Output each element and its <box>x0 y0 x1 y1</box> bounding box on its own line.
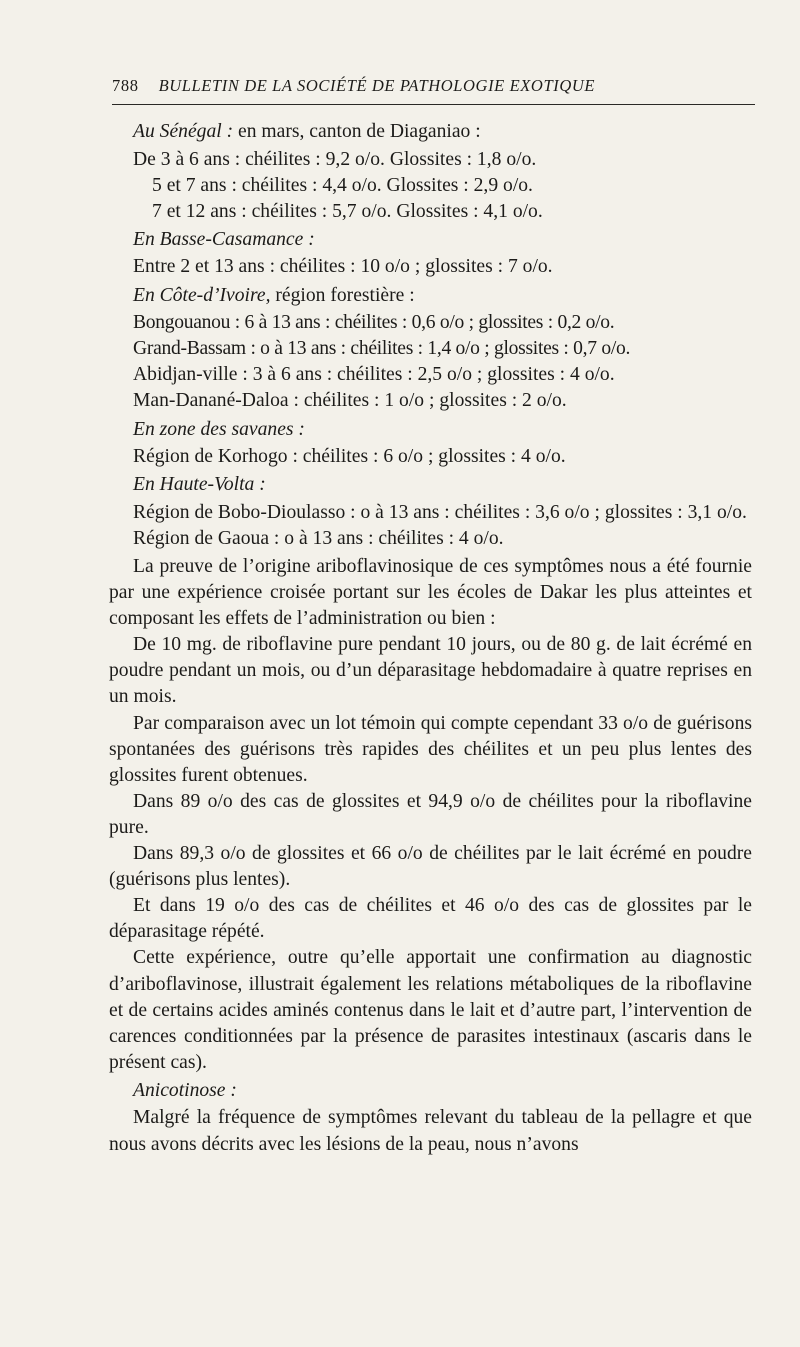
data-line: Région de Gaoua : o à 13 ans : chéilites : 4 o/o. <box>133 527 504 549</box>
article-body <box>109 119 752 1158</box>
section-heading-casamance: En Basse-Casamance : <box>133 228 315 250</box>
data-line: Entre 2 et 13 ans : chéilites : 10 o/o ; glossites : 7 o/o. <box>133 256 553 278</box>
data-line: Abidjan-ville : 3 à 6 ans : chéilites : 2,5 o/o ; glossites : 4 o/o. <box>133 364 615 386</box>
data-line: 7 et 12 ans : chéilites : 5,7 o/o. Glossites : 4,1 o/o. <box>152 200 543 222</box>
paragraph: Et dans 19 o/o des cas de chéilites et 46 o/o des cas de glossites par le déparasitage répété. <box>109 895 752 943</box>
paragraph: Malgré la fréquence de symptômes relevant du tableau de la pellagre et que nous avons décrits avec les lésions de la peau, nous n’avons <box>109 1107 752 1155</box>
section-heading-senegal: Au Sénégal : en mars, canton de Diaganiao : <box>133 121 481 142</box>
paragraph: De 10 mg. de riboflavine pure pendant 10 jours, ou de 80 g. de lait écrémé en poudre pendant un mois, ou d’un déparasitage hebdomadaire à quatre reprises en un mois. <box>109 634 752 708</box>
data-line: Bongouanou : 6 à 13 ans : chéilites : 0,6 o/o ; glossites : 0,2 o/o. <box>133 312 615 334</box>
header-rule <box>112 104 755 105</box>
section-heading-cote-ivoire: En Côte-d’Ivoire, région forestière : <box>133 284 415 306</box>
paragraph: Cette expérience, outre qu’elle apportait une confirmation au diagnostic d’ariboflavinose, illustrait également les relations métaboliques de la riboflavine et de certains acides aminés contenus dans le lait et d’autre part, l’intervention de carences conditionnées par la présence de parasites intestinaux (ascaris dans le présent cas). <box>109 947 752 1073</box>
section-heading-anicotinose: Anicotinose : <box>133 1079 237 1101</box>
data-line: 5 et 7 ans : chéilites : 4,4 o/o. Glossites : 2,9 o/o. <box>152 174 533 196</box>
section-heading-haute-volta: En Haute-Volta : <box>133 474 266 496</box>
page-header <box>112 76 754 96</box>
section-heading-savanes: En zone des savanes : <box>133 418 305 440</box>
data-line: Région de Korhogo : chéilites : 6 o/o ; glossites : 4 o/o. <box>133 446 566 468</box>
data-line: De 3 à 6 ans : chéilites : 9,2 o/o. Glossites : 1,8 o/o. <box>133 148 537 170</box>
paragraph: Par comparaison avec un lot témoin qui compte cependant 33 o/o de guérisons spontanées des guérisons très rapides des chéilites et un peu plus lentes des glossites furent obtenues. <box>109 712 752 786</box>
page-number: 788 <box>112 76 139 95</box>
journal-title: BULLETIN DE LA SOCIÉTÉ DE PATHOLOGIE EXOTIQUE <box>158 76 596 95</box>
paragraph: Dans 89 o/o des cas de glossites et 94,9 o/o de chéilites pour la riboflavine pure. <box>109 790 752 838</box>
paragraph: Dans 89,3 o/o de glossites et 66 o/o de chéilites par le lait écrémé en poudre (guérisons plus lentes). <box>109 843 752 891</box>
data-line: Man-Danané-Daloa : chéilites : 1 o/o ; glossites : 2 o/o. <box>133 390 567 412</box>
paragraph: La preuve de l’origine ariboflavinosique de ces symptômes nous a été fournie par une expérience croisée portant sur les écoles de Dakar les plus atteintes et composant les effets de l’administration ou bien : <box>109 556 752 630</box>
data-paragraph-bobo: Région de Bobo-Dioulasso : o à 13 ans : chéilites : 3,6 o/o ; glossites : 3,1 o/o. <box>133 501 747 523</box>
data-line: Grand-Bassam : o à 13 ans : chéilites : 1,4 o/o ; glossites : 0,7 o/o. <box>133 338 631 360</box>
